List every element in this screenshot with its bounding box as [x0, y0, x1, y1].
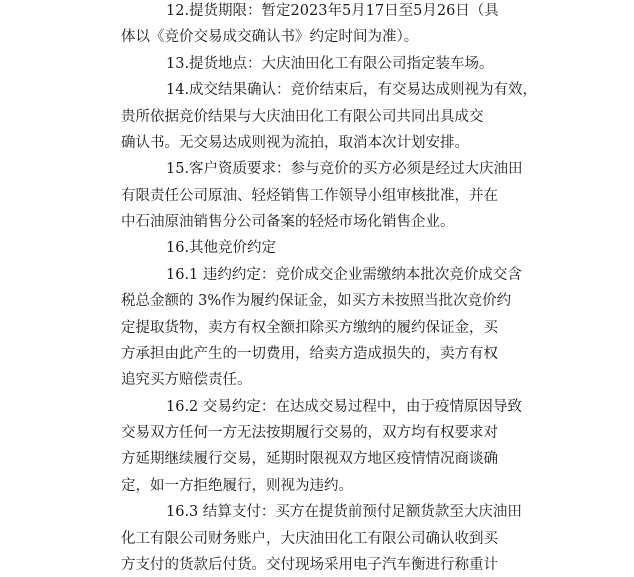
- paragraph-16-3-line-3: 方支付的货款后付货。交付现场采用电子汽车衡进行称重计: [121, 557, 498, 573]
- paragraph-15-line-2: 有限责任公司原油、轻烃销售工作领导小组审核批准，并在: [121, 188, 498, 204]
- paragraph-14-line-2: 贵所依据竞价结果与大庆油田化工有限公司共同出具成交: [121, 109, 484, 125]
- paragraph-16-3-line-1: 16.3 结算支付：买方在提货前预付足额货款至大庆油田: [166, 504, 522, 520]
- paragraph-16-1-line-4: 方承担由此产生的一切费用，给卖方造成损失的，卖方有权: [121, 346, 498, 362]
- paragraph-13-line-1: 13.提货地点：大庆油田化工有限公司指定装车场。: [166, 56, 494, 72]
- paragraph-16-1-line-5: 追究买方赔偿责任。: [121, 372, 252, 388]
- paragraph-16-heading: 16.其他竞价约定: [166, 240, 277, 256]
- paragraph-14-line-1: 14.成交结果确认：竞价结束后，有交易达成则视为有效，: [166, 82, 538, 98]
- paragraph-16-1-line-1: 16.1 违约约定：竞价成交企业需缴纳本批次竞价成交含: [166, 267, 522, 283]
- paragraph-16-2-line-4: 定，如一方拒绝履行，则视为违约。: [121, 478, 353, 494]
- paragraph-16-2-line-1: 16.2 交易约定：在达成交易过程中，由于疫情原因导致: [166, 399, 522, 415]
- paragraph-12-line-2: 体以《竞价交易成交确认书》约定时间为准）。: [121, 29, 419, 45]
- paragraph-12-line-1: 12.提货期限：暂定2023年5月17日至5月26日（具: [166, 3, 499, 19]
- paragraph-16-1-line-3: 定提取货物，卖方有权全额扣除买方缴纳的履约保证金，买: [121, 320, 498, 336]
- paragraph-16-3-line-2: 化工有限公司财务账户，大庆油田化工有限公司确认收到买: [121, 531, 498, 547]
- paragraph-16-2-line-2: 交易双方任何一方无法按期履行交易的，双方均有权要求对: [121, 425, 498, 441]
- paragraph-16-1-line-2: 税总金额的 3%作为履约保证金，如买方未按照当批次竞价约: [121, 293, 512, 309]
- paragraph-14-line-3: 确认书。无交易达成则视为流拍，取消本次计划安排。: [121, 135, 469, 151]
- paragraph-15-line-1: 15.客户资质要求：参与竞价的买方必须是经过大庆油田: [166, 161, 523, 177]
- paragraph-15-line-3: 中石油原油销售分公司备案的轻烃市场化销售企业。: [121, 214, 455, 230]
- paragraph-16-2-line-3: 方延期继续履行交易，延期时限视双方地区疫情情况商谈确: [121, 451, 498, 467]
